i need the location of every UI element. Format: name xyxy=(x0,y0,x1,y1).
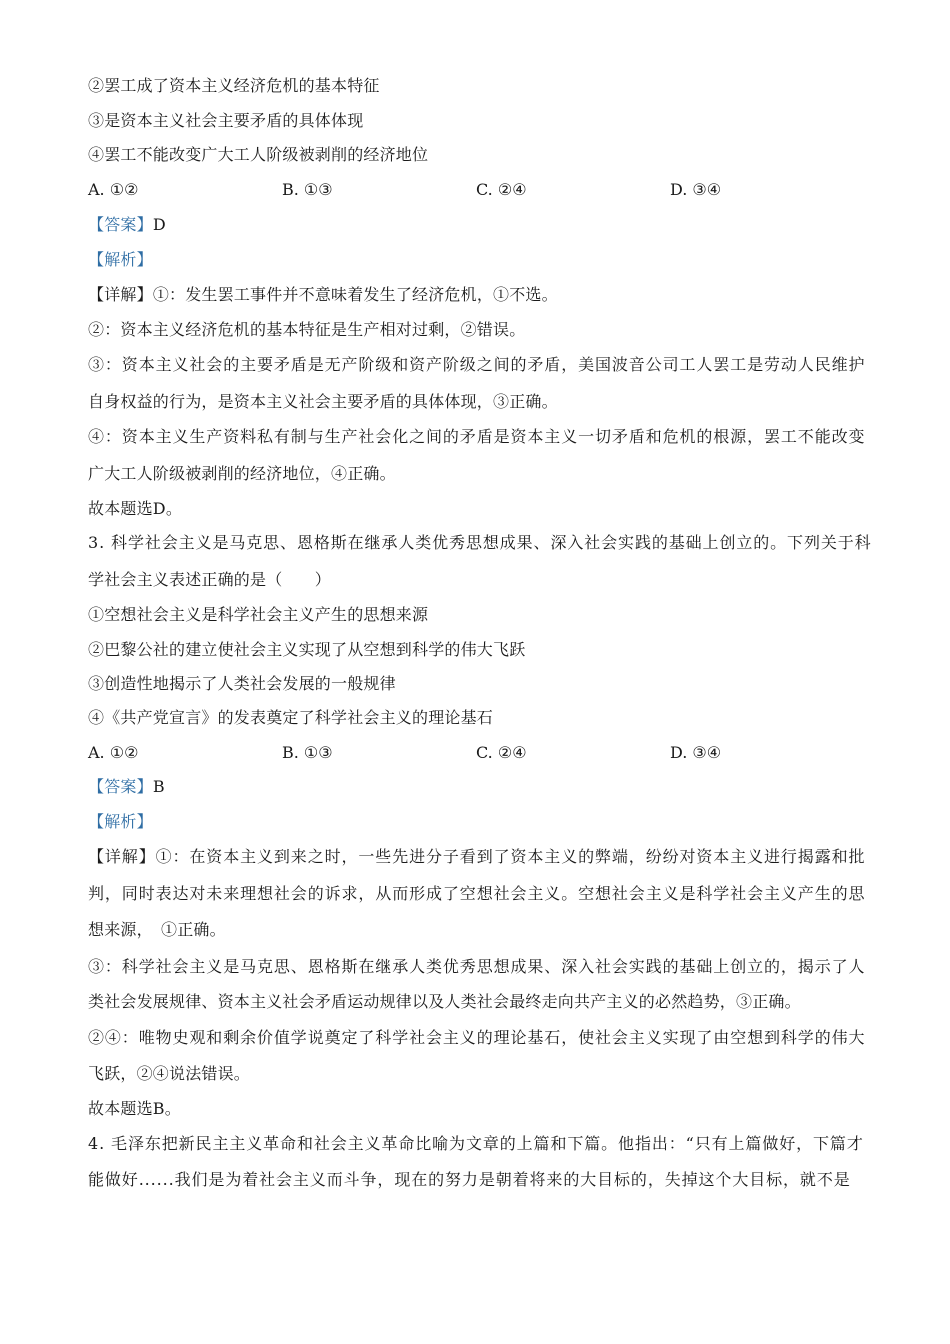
q3-detail-line: 类社会发展规律、资本主义社会矛盾运动规律以及人类社会最终走向共产主义的必然趋势，③正确。 xyxy=(88,992,801,1011)
q2-detail-line: ④：资本主义生产资料私有制与生产社会化之间的矛盾是资本主义一切矛盾和危机的根源，罢工不能改变 xyxy=(88,427,866,446)
q4-stem-line: 能做好......我们是为着社会主义而斗争，现在的努力是朝着将来的大目标的，失掉这个大目标，就不是 xyxy=(88,1170,851,1189)
q2-item-4: ④罢工不能改变广大工人阶级被剥削的经济地位 xyxy=(88,145,429,164)
q3-stem-line: 3. 科学社会主义是马克思、恩格斯在继承人类优秀思想成果、深入社会实践的基础上创立的。下列关于科 xyxy=(88,533,872,552)
q2-detail-line: ②：资本主义经济危机的基本特征是生产相对过剩，②错误。 xyxy=(88,320,526,339)
q3-item-3: ③创造性地揭示了人类社会发展的一般规律 xyxy=(88,674,396,693)
q3-option-b: B. ①③ xyxy=(282,743,333,762)
q3-analysis-tag: 【解析】 xyxy=(88,812,153,831)
q2-analysis-tag: 【解析】 xyxy=(88,250,153,269)
q3-conclusion: 故本题选B。 xyxy=(88,1099,181,1118)
q3-item-2: ②巴黎公社的建立使社会主义实现了从空想到科学的伟大飞跃 xyxy=(88,640,526,659)
q2-conclusion: 故本题选D。 xyxy=(88,499,183,518)
q3-item-4: ④《共产党宣言》的发表奠定了科学社会主义的理论基石 xyxy=(88,708,494,727)
q2-item-3: ③是资本主义社会主要矛盾的具体体现 xyxy=(88,111,364,130)
q2-option-a: A. ①② xyxy=(88,180,139,199)
answer-tag: 【答案】 xyxy=(88,215,153,234)
q3-option-d: D. ③④ xyxy=(670,743,722,762)
q2-option-c: C. ②④ xyxy=(476,180,527,199)
q3-detail-line: 判，同时表达对未来理想社会的诉求，从而形成了空想社会主义。空想社会主义是科学社会主义产生的思 xyxy=(88,884,866,903)
q3-detail-line xyxy=(88,847,866,867)
q4-stem-line: 4. 毛泽东把新民主主义革命和社会主义革命比喻为文章的上篇和下篇。他指出：“只有上篇做好，下篇才 xyxy=(88,1134,864,1153)
q3-detail-line: ②④：唯物史观和剩余价值学说奠定了科学社会主义的理论基石，使社会主义实现了由空想到科学的伟大 xyxy=(88,1028,866,1047)
q3-detail-line: 想来源， ①正确。 xyxy=(88,920,226,939)
q3-stem-line: 学社会主义表述正确的是（ ） xyxy=(88,570,332,589)
detail-tag: 【详解】 xyxy=(88,847,156,866)
q2-detail-line: 自身权益的行为，是资本主义社会主要矛盾的具体体现，③正确。 xyxy=(88,392,558,411)
q2-answer xyxy=(88,215,166,235)
answer-tag: 【答案】 xyxy=(88,777,153,796)
q3-answer xyxy=(88,777,165,797)
q3-option-c: C. ②④ xyxy=(476,743,527,762)
q2-option-d: D. ③④ xyxy=(670,180,722,199)
detail-text: ①：在资本主义到来之时，一些先进分子看到了资本主义的弊端，纷纷对资本主义进行揭露和批 xyxy=(155,847,866,866)
q2-detail-line: ③：资本主义社会的主要矛盾是无产阶级和资产阶级之间的矛盾，美国波音公司工人罢工是劳动人民维护 xyxy=(88,355,866,374)
q2-detail-line xyxy=(88,285,558,305)
answer-value: B xyxy=(152,777,165,796)
q3-detail-line: ③：科学社会主义是马克思、恩格斯在继承人类优秀思想成果、深入社会实践的基础上创立的，揭示了人 xyxy=(88,957,866,976)
q3-option-a: A. ①② xyxy=(88,743,139,762)
detail-tag: 【详解】 xyxy=(88,285,153,304)
q3-detail-line: 飞跃，②④说法错误。 xyxy=(88,1064,251,1083)
q2-item-2: ②罢工成了资本主义经济危机的基本特征 xyxy=(88,76,380,95)
q2-detail-line: 广大工人阶级被剥削的经济地位，④正确。 xyxy=(88,464,396,483)
answer-value: D xyxy=(152,215,166,234)
q3-item-1: ①空想社会主义是科学社会主义产生的思想来源 xyxy=(88,605,429,624)
detail-text: ①：发生罢工事件并不意味着发生了经济危机，①不选。 xyxy=(152,285,558,304)
q2-option-b: B. ①③ xyxy=(282,180,333,199)
